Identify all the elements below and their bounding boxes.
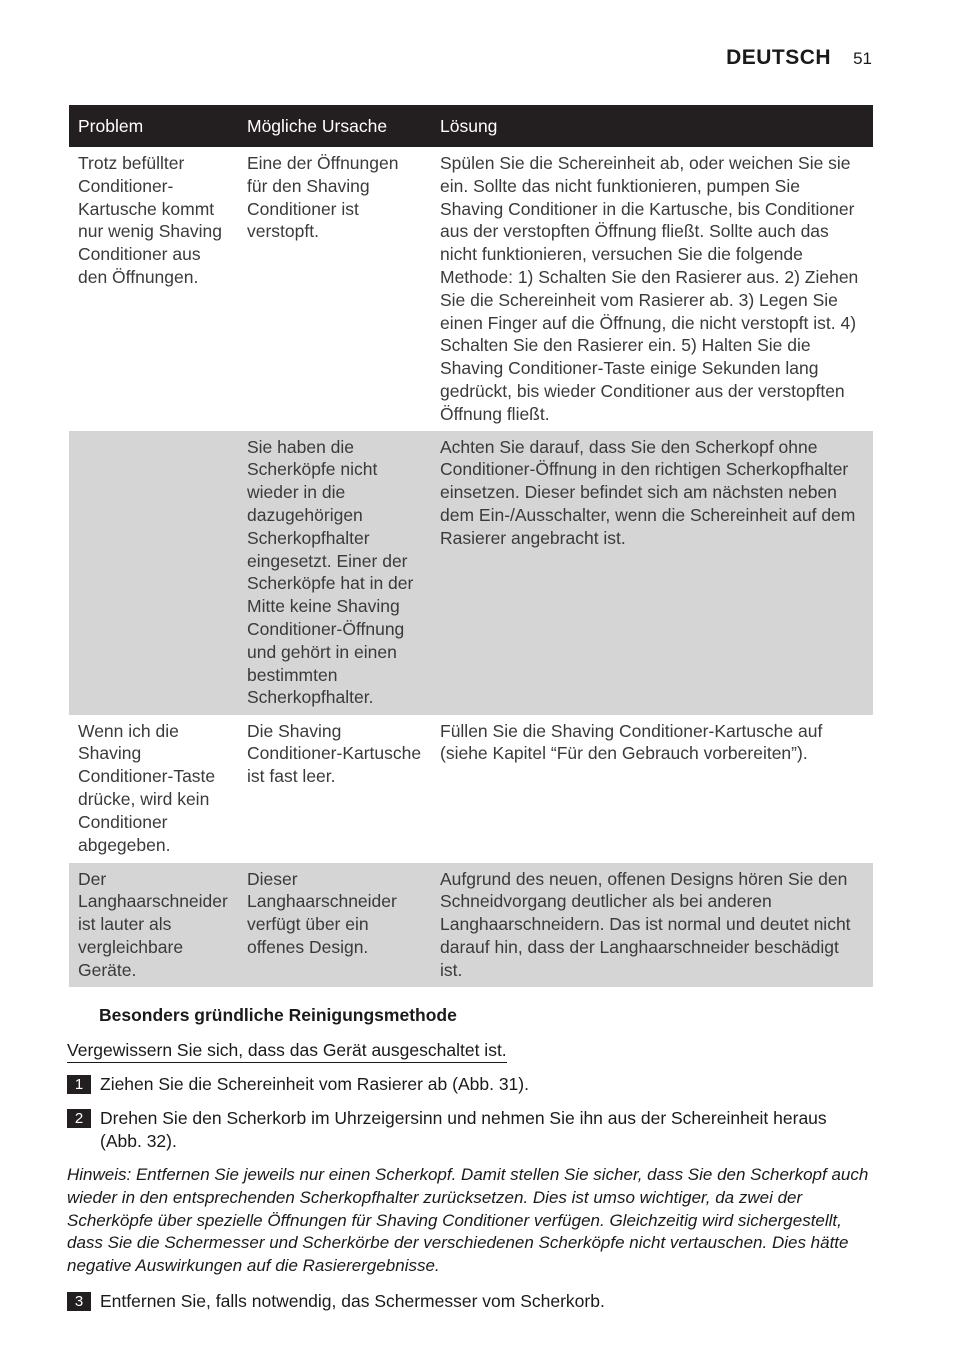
troubleshooting-table xyxy=(69,105,873,987)
step-2 xyxy=(67,1107,873,1153)
language-label: DEUTSCH xyxy=(726,46,832,69)
cause-cell: Dieser Langhaarschneider verfügt über ein offenes Design. xyxy=(238,863,431,987)
problem-cell: Wenn ich die Shaving Conditioner-Taste drücke, wird kein Conditioner abgegeben. xyxy=(78,720,216,855)
section-title: Besonders gründliche Reinigungsmethode xyxy=(99,1005,457,1025)
note-text: Hinweis: Entfernen Sie jeweils nur einen Scherkopf. Damit stellen Sie sicher, dass Sie den Scherkopf auch wieder in den entsprechenden Scherkopfhalter zurücksetzen. Dies ist umso wichtiger, da zwei der Scherköpfe über spezielle Öffnungen für Shaving Conditioner verfügen. Gleichzeitig wird sichergestellt, dass Sie die Schermesser und Scherkörbe der verschiedenen Scherköpfe nicht vertauschen. Dies hätte negative Auswirkungen auf die Rasierergebnisse. xyxy=(67,1165,869,1276)
table-header-row xyxy=(69,105,873,147)
step-number-badge: 1 xyxy=(67,1075,91,1094)
problem-cell: Trotz befüllter Conditioner-Kartusche kommt nur wenig Shaving Conditioner aus den Öffnungen. xyxy=(78,153,222,287)
page-header xyxy=(726,46,872,70)
header-cause: Mögliche Ursache xyxy=(238,105,431,147)
problem-cell xyxy=(69,431,238,715)
cause-cell: Die Shaving Conditioner-Kartusche ist fast leer. xyxy=(247,720,422,787)
cause-cell: Eine der Öffnungen für den Shaving Conditioner ist verstopft. xyxy=(247,153,399,242)
step-text: Entfernen Sie, falls notwendig, das Schermesser vom Scherkorb. xyxy=(100,1291,605,1311)
header-solution: Lösung xyxy=(431,105,873,147)
table-row xyxy=(69,715,873,863)
table-row xyxy=(69,147,873,431)
solution-cell: Füllen Sie die Shaving Conditioner-Kartusche auf (siehe Kapitel “Für den Gebrauch vorbereiten”). xyxy=(440,720,823,764)
step-number-badge: 2 xyxy=(67,1109,91,1128)
header-problem: Problem xyxy=(69,105,238,147)
step-1 xyxy=(67,1073,873,1096)
step-text: Drehen Sie den Scherkorb im Uhrzeigersinn und nehmen Sie ihn aus der Schereinheit heraus (Abb. 32). xyxy=(100,1108,827,1151)
solution-cell: Aufgrund des neuen, offenen Designs hören Sie den Schneidvorgang deutlicher als bei anderen Langhaarschneidern. Das ist normal und deutet nicht darauf hin, dass der Langhaarschneider beschädigt ist. xyxy=(431,863,873,987)
solution-cell: Achten Sie darauf, dass Sie den Scherkopf ohne Conditioner-Öffnung in den richtigen Scherkopfhalter einsetzen. Dieser befindet sich am nächsten neben dem Ein-/Ausschalter, wenn die Schereinheit auf dem Rasierer angebracht ist. xyxy=(431,431,873,715)
step-3 xyxy=(67,1290,873,1313)
page-number: 51 xyxy=(853,49,872,68)
problem-cell: Der Langhaarschneider ist lauter als vergleichbare Geräte. xyxy=(69,863,238,987)
step-text: Ziehen Sie die Schereinheit vom Rasierer ab (Abb. 31). xyxy=(100,1074,529,1094)
step-number-badge: 3 xyxy=(67,1292,91,1311)
table-row xyxy=(69,431,873,715)
precaution-text: Vergewissern Sie sich, dass das Gerät ausgeschaltet ist. xyxy=(67,1040,507,1063)
table-row xyxy=(69,863,873,987)
solution-cell: Spülen Sie die Schereinheit ab, oder weichen Sie sie ein. Sollte das nicht funktionieren, pumpen Sie Shaving Conditioner in die Kartusche, bis Conditioner aus der verstopften Öffnung fließt. Sollte auch das nicht funktionieren, versuchen Sie die folgende Methode: 1) Schalten Sie den Rasierer aus. 2) Ziehen Sie die Schereinheit vom Rasierer ab. 3) Legen Sie einen Finger auf die Öffnung, die nicht verstopft ist. 4) Schalten Sie den Rasierer ein. 5) Halten Sie die Shaving Conditioner-Taste einige Sekunden lang gedrückt, bis wieder Conditioner aus der verstopften Öffnung fließt. xyxy=(440,153,859,424)
cause-cell: Sie haben die Scherköpfe nicht wieder in die dazugehörigen Scherkopfhalter eingesetzt. Einer der Scherköpfe hat in der Mitte keine Shaving Conditioner-Öffnung und gehört in einen bestimmten Scherkopfhalter. xyxy=(238,431,431,715)
